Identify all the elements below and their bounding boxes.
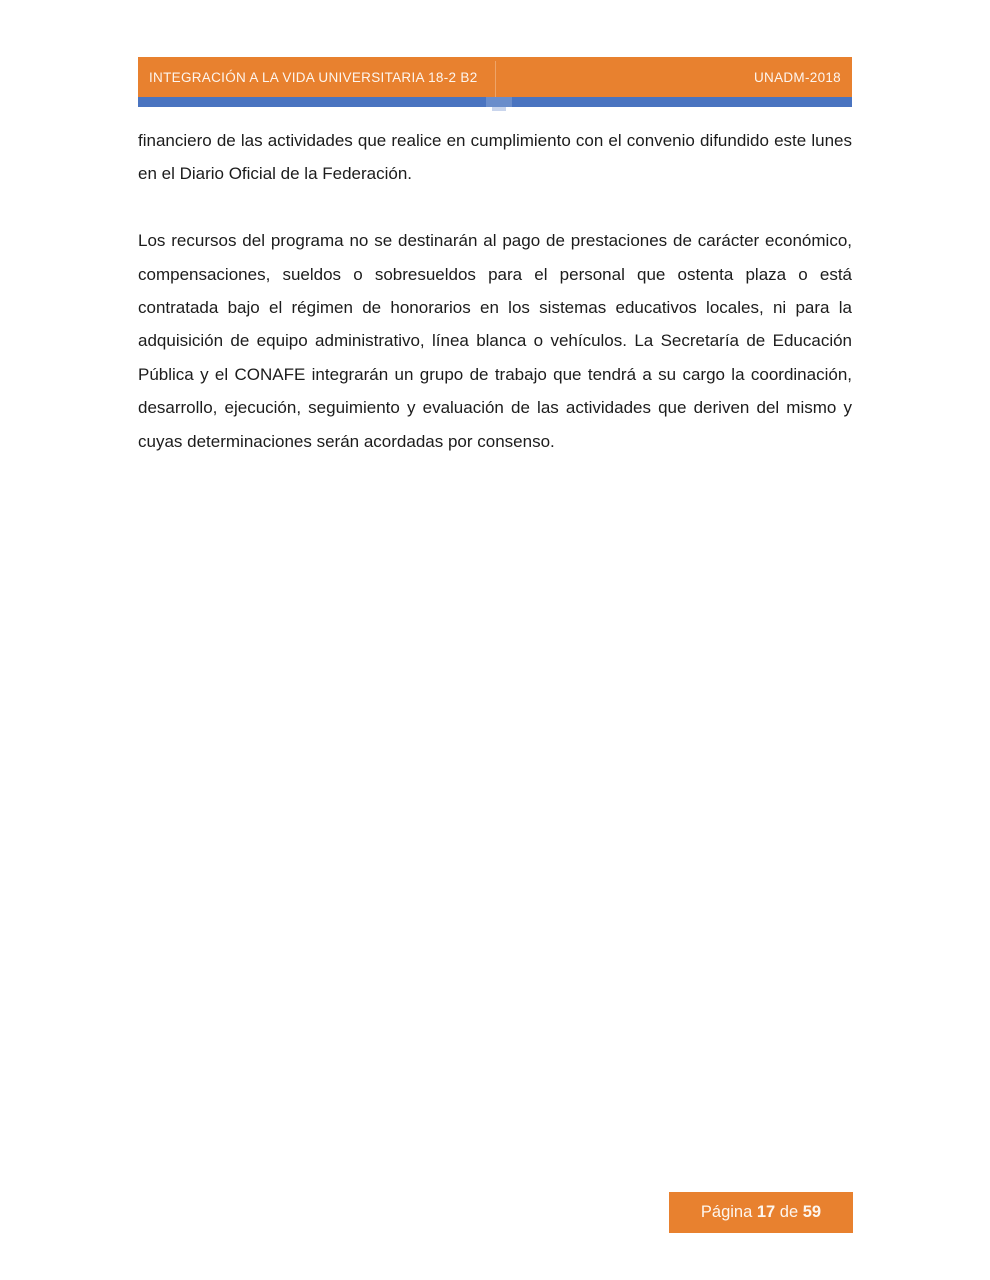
header-title-bar [138,57,852,97]
document-body [138,124,852,491]
header-blue-rule [138,97,852,107]
page-header [138,57,852,107]
body-paragraph-2: Los recursos del programa no se destinarán al pago de prestaciones de carácter económico, compensaciones, sueldos o sobresueldos para el personal que ostenta plaza o está contratada bajo el régimen de honorarios en los sistemas educativos locales, ni para la adquisición de equipo administrativo, línea blanca o vehículos. La Secretaría de Educación Pública y el CONAFE integrarán un grupo de trabajo que tendrá a su cargo la coordinación, desarrollo, ejecución, seguimiento y evaluación de las actividades que deriven del mismo y cuyas determinaciones serán acordadas por consenso. [138,231,852,451]
header-course-title: INTEGRACIÓN A LA VIDA UNIVERSITARIA 18-2 B2 [149,69,478,85]
page-number-label: Página [700,1203,757,1221]
header-institution-label: UNADM-2018 [753,69,841,85]
body-paragraph-1: financiero de las actividades que realice en cumplimiento con el convenio difundido este lunes en el Diario Oficial de la Federación. [138,131,852,184]
header-rule-stub [492,107,506,111]
header-cell-divider [495,61,496,97]
page-number-separator: de [775,1203,803,1221]
page-number-current: 17 [756,1203,776,1221]
page-number-total: 59 [802,1203,822,1221]
page-number-badge [669,1192,853,1233]
header-rule-notch [486,97,512,107]
